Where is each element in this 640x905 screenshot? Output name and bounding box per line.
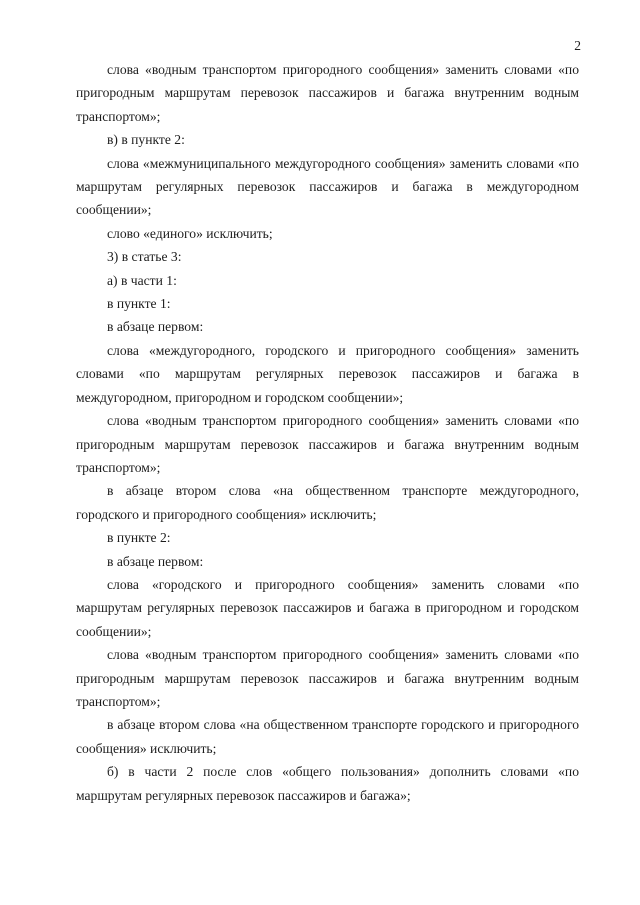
paragraph-7: в пункте 1: bbox=[107, 296, 171, 312]
paragraph-5: 3) в статье 3: bbox=[107, 249, 182, 265]
paragraph-17: б) в части 2 после слов «общего пользования» дополнить словами «по маршрутам регулярных перевозок пассажиров и багажа»; bbox=[76, 764, 579, 803]
paragraph-4: слово «единого» исключить; bbox=[107, 225, 273, 241]
paragraph-14: слова «городского и пригородного сообщения» заменить словами «по маршрутам регулярных перевозок пассажиров и багажа в пригородном и городском сообщении»; bbox=[76, 576, 579, 639]
paragraph-15: слова «водным транспортом пригородного сообщения» заменить словами «по пригородным маршрутам перевозок пассажиров и багажа внутренним водным транспортом»; bbox=[76, 647, 579, 709]
paragraph-6: а) в части 1: bbox=[107, 272, 177, 288]
paragraph-13: в абзаце первом: bbox=[107, 553, 204, 569]
paragraph-2: в) в пункте 2: bbox=[107, 132, 185, 148]
paragraph-16: в абзаце втором слова «на общественном транспорте городского и пригородного сообщения» исключить; bbox=[76, 717, 579, 756]
paragraph-11: в абзаце втором слова «на общественном транспорте междугородного, городского и пригородного сообщения» исключить; bbox=[76, 483, 579, 522]
paragraph-10: слова «водным транспортом пригородного сообщения» заменить словами «по пригородным маршрутам перевозок пассажиров и багажа внутренним водным транспортом»; bbox=[76, 413, 579, 475]
document-body bbox=[76, 58, 579, 807]
paragraph-8: в абзаце первом: bbox=[107, 319, 204, 335]
paragraph-3: слова «межмуниципального междугородного сообщения» заменить словами «по маршрутам регулярных перевозок пассажиров и багажа в междугородном сообщении»; bbox=[76, 155, 579, 218]
page-number: 2 bbox=[574, 38, 581, 53]
paragraph-9: слова «междугородного, городского и пригородного сообщения» заменить словами «по маршрутам регулярных перевозок пассажиров и багажа в междугородном, пригородном и городском сообщении»; bbox=[76, 342, 579, 405]
paragraph-12: в пункте 2: bbox=[107, 530, 171, 546]
paragraph-1: слова «водным транспортом пригородного сообщения» заменить словами «по пригородным маршрутам перевозок пассажиров и багажа внутренним водным транспортом»; bbox=[76, 62, 579, 124]
